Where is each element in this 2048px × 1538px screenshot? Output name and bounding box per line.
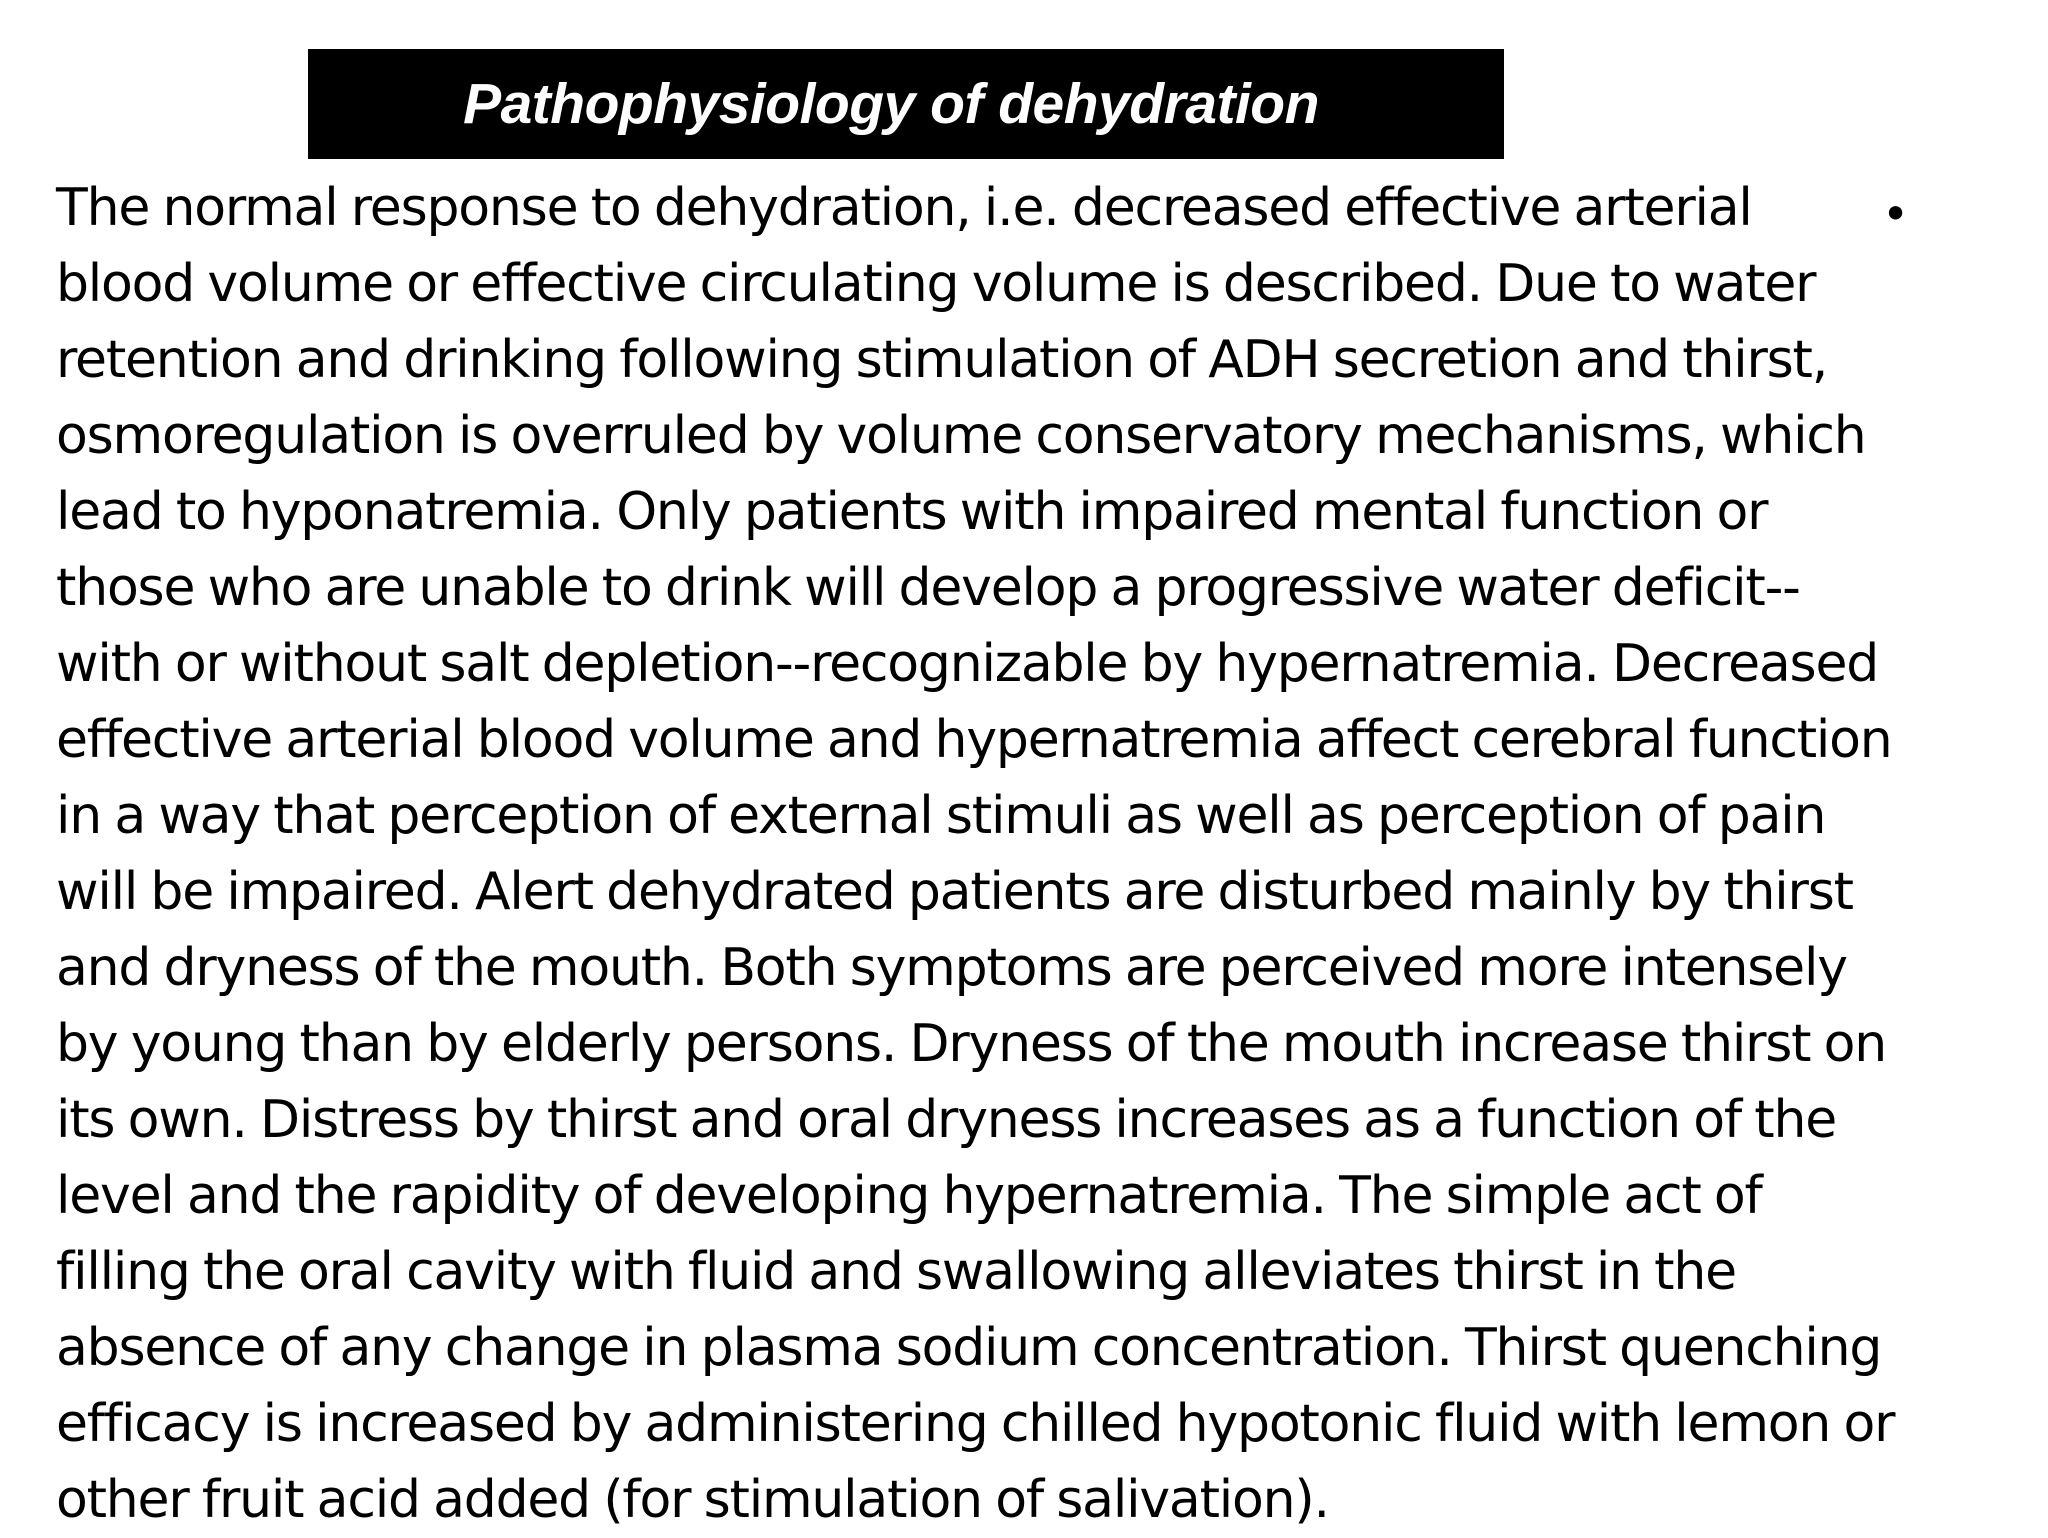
body-line: filling the oral cavity with fluid and swallowing alleviates thirst in the	[56, 1242, 1736, 1302]
body-line: blood volume or effective circulating volume is described. Due to water	[56, 254, 1816, 314]
body-line: and dryness of the mouth. Both symptoms are perceived more intensely	[56, 938, 1847, 998]
body-text	[56, 170, 1894, 1538]
body-line: will be impaired. Alert dehydrated patients are disturbed mainly by thirst	[56, 862, 1853, 922]
body-line: in a way that perception of external stimuli as well as perception of pain	[56, 786, 1826, 846]
body-line: effective arterial blood volume and hypernatremia affect cerebral function	[56, 710, 1892, 770]
body-line: retention and drinking following stimulation of ADH secretion and thirst,	[56, 330, 1828, 390]
body-line: absence of any change in plasma sodium concentration. Thirst quenching	[56, 1318, 1882, 1378]
body-line: other fruit acid added (for stimulation of salivation).	[56, 1470, 1329, 1530]
body-line: The normal response to dehydration, i.e. decreased effective arterial	[56, 178, 1752, 238]
body-line: efficacy is increased by administering chilled hypotonic fluid with lemon or	[56, 1394, 1895, 1454]
body-line: those who are unable to drink will develop a progressive water deficit--	[56, 558, 1800, 618]
bullet-marker: •	[1882, 187, 1910, 241]
body-line: its own. Distress by thirst and oral dryness increases as a function of the	[56, 1090, 1837, 1150]
slide-title: Pathophysiology of dehydration	[463, 72, 1319, 136]
body-line: level and the rapidity of developing hypernatremia. The simple act of	[56, 1166, 1762, 1226]
title-banner	[308, 49, 1504, 159]
body-line: osmoregulation is overruled by volume conservatory mechanisms, which	[56, 406, 1866, 466]
body-line: by young than by elderly persons. Dryness of the mouth increase thirst on	[56, 1014, 1887, 1074]
body-line: lead to hyponatremia. Only patients with impaired mental function or	[56, 482, 1768, 542]
body-line: with or without salt depletion--recognizable by hypernatremia. Decreased	[56, 634, 1879, 694]
